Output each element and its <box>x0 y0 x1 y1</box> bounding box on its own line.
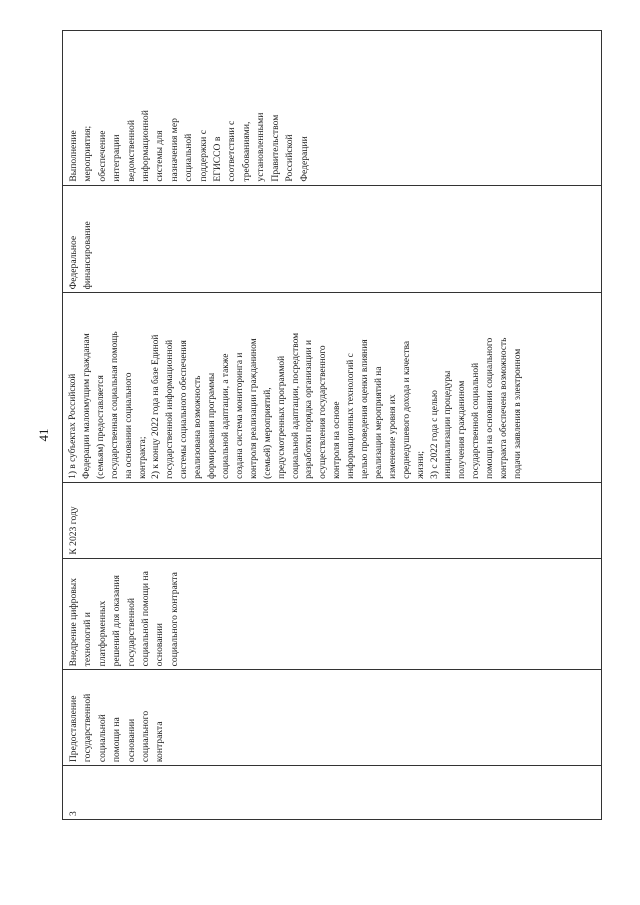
row-number-cell: 3 <box>63 765 601 819</box>
measures-table <box>62 30 602 820</box>
page-number: 41 <box>36 428 51 442</box>
measure-cell: Внедрение цифровых технологий и платформенных решений для оказания государственной социальной помощи на основании социального контракта <box>63 558 601 670</box>
result-cell: 1) в субъектах Российской Федерации малоимущим гражданам (семьям) предоставляется государственная социальная помощь на основании социального контракта; 2) к концу 2022 года на базе Единой государственной информационной системы социального обеспечения реализована возможность формирования программы социальной адаптации, а также создана система мониторинга и контроля реализации гражданином (семьей) мероприятий, предусмотренных программой социальной адаптации, посредством разработки порядка организации и осуществления государственного контроля на основе информационных технологий с целью проведения оценки влияния реализации мероприятий на изменение уровня их среднедушевого дохода и качества жизни; 3) с 2022 года с целью инициализации процедуры получения гражданином государственной социальной помощи на основании социального контракта обеспечена возможность подачи заявления в электронном <box>63 292 601 482</box>
table-row <box>62 30 602 820</box>
direction-cell: Предоставление государственной социальной помощи на основании социального контракта <box>63 669 601 765</box>
effect-cell: Выполнение мероприятия; обеспечение интеграции ведомственной информационной системы для назначения мер социальной поддержки с ЕГИССО в соответствии с требованиями, установленными Правительством Российской Федерации <box>68 110 310 182</box>
finance-cell: Федеральное финансирование <box>63 185 601 293</box>
term-cell: К 2023 году <box>63 482 601 558</box>
